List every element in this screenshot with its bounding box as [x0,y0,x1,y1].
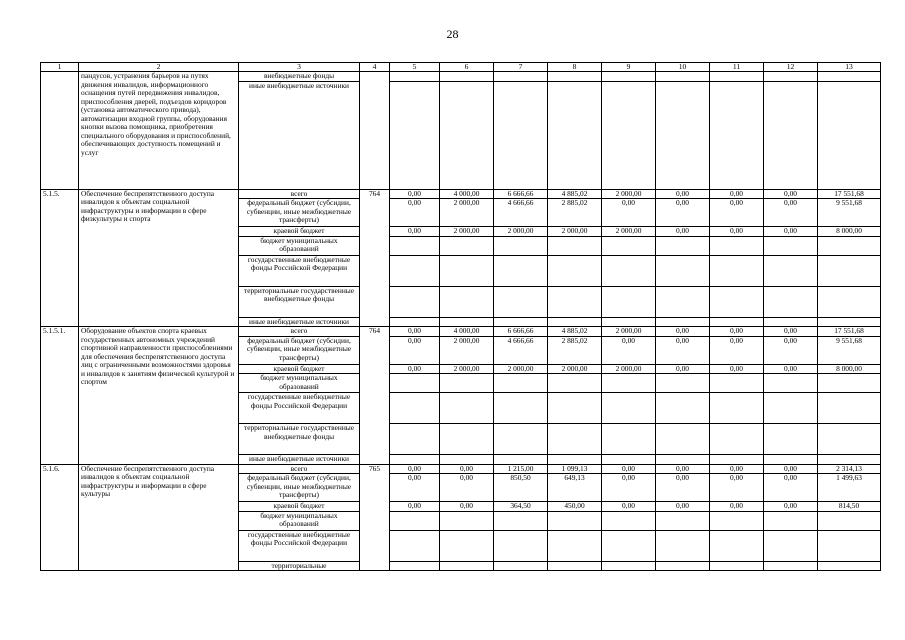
value-cell: 0,00 [390,327,440,337]
value-cell [710,455,764,465]
value-cell: 0,00 [602,502,656,512]
column-header: 12 [764,63,818,72]
value-cell [494,81,548,189]
value-cell [494,317,548,327]
value-cell [390,530,440,561]
value-cell [818,374,881,393]
budget-table [40,62,881,571]
value-cell [710,561,764,571]
value-cell: 2 000,00 [440,227,494,237]
value-cell: 0,00 [390,336,440,364]
value-cell: 0,00 [710,189,764,199]
value-cell [548,530,602,561]
value-cell [494,530,548,561]
value-cell: 0,00 [390,464,440,474]
value-cell [602,317,656,327]
value-cell [710,317,764,327]
value-cell [710,255,764,286]
value-cell: 814,50 [818,502,881,512]
column-header: 1 [41,63,79,72]
value-cell [764,236,818,255]
value-cell: 0,00 [390,502,440,512]
value-cell [602,374,656,393]
value-cell [656,511,710,530]
value-cell [710,374,764,393]
source-label: территориальные государственные внебюджетные фонды [239,424,360,455]
value-cell [390,81,440,189]
value-cell: 0,00 [710,336,764,364]
value-cell [548,81,602,189]
column-header: 2 [79,63,239,72]
value-cell [818,255,881,286]
section-row [41,189,881,199]
value-cell [390,255,440,286]
value-cell [764,561,818,571]
source-label: территориальные государственные внебюджетные фонды [239,286,360,317]
value-cell [602,72,656,82]
value-cell [494,374,548,393]
value-cell: 0,00 [656,364,710,374]
value-cell [764,72,818,82]
source-label: бюджет муниципальных образований [239,511,360,530]
value-cell: 8 000,00 [818,227,881,237]
value-cell: 0,00 [440,502,494,512]
value-cell: 0,00 [656,474,710,502]
source-label: территориальные [239,561,360,571]
value-cell: 0,00 [440,474,494,502]
value-cell: 2 000,00 [602,189,656,199]
value-cell [390,374,440,393]
value-cell [710,393,764,424]
value-cell: 2 000,00 [602,327,656,337]
header-row [41,63,881,72]
value-cell: 17 551,68 [818,327,881,337]
source-label: государственные внебюджетные фонды Российской Федерации [239,530,360,561]
value-cell [818,530,881,561]
value-cell [602,81,656,189]
value-cell: 0,00 [656,336,710,364]
value-cell [548,255,602,286]
kbk-code: 764 [360,327,390,465]
value-cell [710,236,764,255]
value-cell: 4 885,02 [548,327,602,337]
value-cell: 4 885,02 [548,189,602,199]
item-description: Обеспечение беспрепятственного доступа инвалидов к объектам социальной инфраструктуры и информации в сфере физкультуры и спорта [79,189,239,327]
value-cell [656,236,710,255]
column-header: 6 [440,63,494,72]
value-cell: 8 000,00 [818,364,881,374]
item-description: пандусов, устранения барьеров на путях движения инвалидов, информационного оснащения путей передвижения инвалидов, приспособления дверей, подъездов коридоров (установка автоматического привода), автоматизации входной группы, оборудования кнопки вызова помощника, приобретения специального оборудования и приспособлений, обеспечивающих доступность помещений и услуг [79,72,239,190]
source-label: иные внебюджетные источники [239,455,360,465]
value-cell: 0,00 [764,464,818,474]
column-header: 11 [710,63,764,72]
item-code [41,72,79,190]
source-label: всего [239,327,360,337]
value-cell [602,236,656,255]
value-cell: 4 666,66 [494,336,548,364]
value-cell [818,511,881,530]
value-cell [818,286,881,317]
value-cell [818,561,881,571]
item-description: Обеспечение беспрепятственного доступа инвалидов к объектам социальной инфраструктуры и информации в сфере культуры [79,464,239,571]
value-cell [494,72,548,82]
value-cell: 1 099,13 [548,464,602,474]
value-cell: 2 000,00 [602,364,656,374]
source-label: внебюджетные фонды [239,72,360,82]
value-cell [440,455,494,465]
value-cell: 4 666,66 [494,199,548,227]
value-cell [494,511,548,530]
value-cell: 0,00 [710,464,764,474]
value-cell [764,455,818,465]
value-cell: 0,00 [764,199,818,227]
value-cell [602,286,656,317]
section-row [41,327,881,337]
column-header: 9 [602,63,656,72]
value-cell: 0,00 [764,502,818,512]
source-label: всего [239,464,360,474]
value-cell: 0,00 [602,336,656,364]
value-cell: 2 000,00 [548,227,602,237]
value-cell [390,424,440,455]
value-cell [818,455,881,465]
value-cell: 2 000,00 [440,199,494,227]
value-cell [818,81,881,189]
value-cell [602,455,656,465]
column-header: 5 [390,63,440,72]
value-cell: 0,00 [390,227,440,237]
source-label: федеральный бюджет (субсидии, субвенции, иные межбюджетные трансферты) [239,199,360,227]
value-cell [656,530,710,561]
value-cell [390,455,440,465]
value-cell [710,81,764,189]
value-cell: 4 000,00 [440,189,494,199]
value-cell: 0,00 [710,364,764,374]
value-cell: 6 666,66 [494,327,548,337]
value-cell [656,374,710,393]
value-cell [764,424,818,455]
value-cell [390,72,440,82]
source-label: федеральный бюджет (субсидии, субвенции, иные межбюджетные трансферты) [239,336,360,364]
value-cell: 0,00 [656,199,710,227]
value-cell [602,255,656,286]
value-cell: 0,00 [710,474,764,502]
value-cell [548,561,602,571]
value-cell [656,286,710,317]
value-cell [440,236,494,255]
value-cell [764,393,818,424]
section-row [41,464,881,474]
kbk-code: 765 [360,464,390,571]
source-label: государственные внебюджетные фонды Российской Федерации [239,393,360,424]
value-cell: 1 499,63 [818,474,881,502]
value-cell [656,72,710,82]
value-cell [710,530,764,561]
column-header: 7 [494,63,548,72]
value-cell [390,561,440,571]
value-cell [656,424,710,455]
value-cell [494,255,548,286]
value-cell [390,286,440,317]
source-label: краевой бюджет [239,364,360,374]
value-cell: 0,00 [710,227,764,237]
page-number: 28 [446,27,459,41]
value-cell: 0,00 [764,474,818,502]
value-cell: 0,00 [656,227,710,237]
value-cell [390,393,440,424]
value-cell: 0,00 [656,327,710,337]
value-cell [440,317,494,327]
value-cell [494,561,548,571]
value-cell [494,424,548,455]
value-cell [602,530,656,561]
value-cell [818,236,881,255]
value-cell: 649,13 [548,474,602,502]
value-cell [764,317,818,327]
value-cell: 0,00 [764,364,818,374]
value-cell: 2 885,02 [548,336,602,364]
value-cell [656,317,710,327]
value-cell: 2 000,00 [494,364,548,374]
source-label: иные внебюджетные источники [239,81,360,189]
value-cell: 0,00 [764,227,818,237]
item-code: 5.1.6. [41,464,79,571]
value-cell: 0,00 [764,336,818,364]
value-cell: 0,00 [390,364,440,374]
value-cell [548,455,602,465]
value-cell: 0,00 [390,474,440,502]
value-cell [548,511,602,530]
value-cell: 0,00 [656,464,710,474]
value-cell [440,424,494,455]
value-cell: 0,00 [656,502,710,512]
source-label: иные внебюджетные источники [239,317,360,327]
value-cell [390,317,440,327]
value-cell [548,393,602,424]
value-cell: 0,00 [390,199,440,227]
value-cell [710,424,764,455]
value-cell: 2 000,00 [440,364,494,374]
value-cell [548,374,602,393]
column-header: 13 [818,63,881,72]
value-cell: 0,00 [710,502,764,512]
column-header: 10 [656,63,710,72]
value-cell: 6 666,66 [494,189,548,199]
value-cell [440,286,494,317]
value-cell: 9 551,68 [818,336,881,364]
kbk-code: 764 [360,189,390,327]
value-cell [440,530,494,561]
value-cell [710,511,764,530]
value-cell [764,81,818,189]
value-cell: 0,00 [656,189,710,199]
value-cell: 0,00 [602,199,656,227]
value-cell: 1 215,00 [494,464,548,474]
value-cell: 4 000,00 [440,327,494,337]
value-cell [390,511,440,530]
value-cell [656,255,710,286]
value-cell: 2 000,00 [548,364,602,374]
source-label: краевой бюджет [239,502,360,512]
item-description: Оборудование объектов спорта краевых государственных автономных учреждений спортивной направленности приспособлениями для обеспечения беспрепятственного доступа лиц с ограниченными возможностями здоровья и инвалидов к занятиям физической культурой и спортом [79,327,239,465]
value-cell: 0,00 [440,464,494,474]
continued-row-1 [41,72,881,82]
value-cell: 0,00 [764,189,818,199]
value-cell: 0,00 [602,464,656,474]
column-header: 4 [360,63,390,72]
value-cell: 2 885,02 [548,199,602,227]
value-cell: 0,00 [764,327,818,337]
value-cell [656,455,710,465]
value-cell [656,561,710,571]
value-cell [602,511,656,530]
value-cell [818,72,881,82]
source-label: бюджет муниципальных образований [239,374,360,393]
column-header: 8 [548,63,602,72]
value-cell [440,393,494,424]
value-cell: 850,50 [494,474,548,502]
kbk-code [360,72,390,190]
item-code: 5.1.5. [41,189,79,327]
value-cell [602,393,656,424]
value-cell [764,374,818,393]
source-label: бюджет муниципальных образований [239,236,360,255]
value-cell: 9 551,68 [818,199,881,227]
value-cell [440,511,494,530]
value-cell: 17 551,68 [818,189,881,199]
value-cell: 450,00 [548,502,602,512]
value-cell [548,317,602,327]
value-cell [440,255,494,286]
source-label: всего [239,189,360,199]
value-cell [602,424,656,455]
value-cell [390,236,440,255]
source-label: государственные внебюджетные фонды Российской Федерации [239,255,360,286]
value-cell [548,236,602,255]
value-cell [764,511,818,530]
value-cell: 2 000,00 [440,336,494,364]
value-cell [494,236,548,255]
value-cell [548,424,602,455]
value-cell: 2 000,00 [602,227,656,237]
value-cell [494,455,548,465]
value-cell [818,393,881,424]
value-cell: 364,50 [494,502,548,512]
value-cell [548,72,602,82]
value-cell: 2 314,13 [818,464,881,474]
value-cell: 0,00 [710,199,764,227]
column-header: 3 [239,63,360,72]
value-cell: 2 000,00 [494,227,548,237]
source-label: федеральный бюджет (субсидии, субвенции, иные межбюджетные трансферты) [239,474,360,502]
value-cell [440,72,494,82]
value-cell [764,530,818,561]
value-cell: 0,00 [710,327,764,337]
value-cell [494,286,548,317]
value-cell [440,81,494,189]
value-cell [656,393,710,424]
value-cell [710,72,764,82]
value-cell [602,561,656,571]
value-cell [494,393,548,424]
item-code: 5.1.5.1. [41,327,79,465]
value-cell [818,424,881,455]
value-cell [764,255,818,286]
value-cell [710,286,764,317]
source-label: краевой бюджет [239,227,360,237]
value-cell [818,317,881,327]
value-cell: 0,00 [602,474,656,502]
value-cell [656,81,710,189]
value-cell: 0,00 [390,189,440,199]
value-cell [440,374,494,393]
value-cell [548,286,602,317]
value-cell [764,286,818,317]
value-cell [440,561,494,571]
